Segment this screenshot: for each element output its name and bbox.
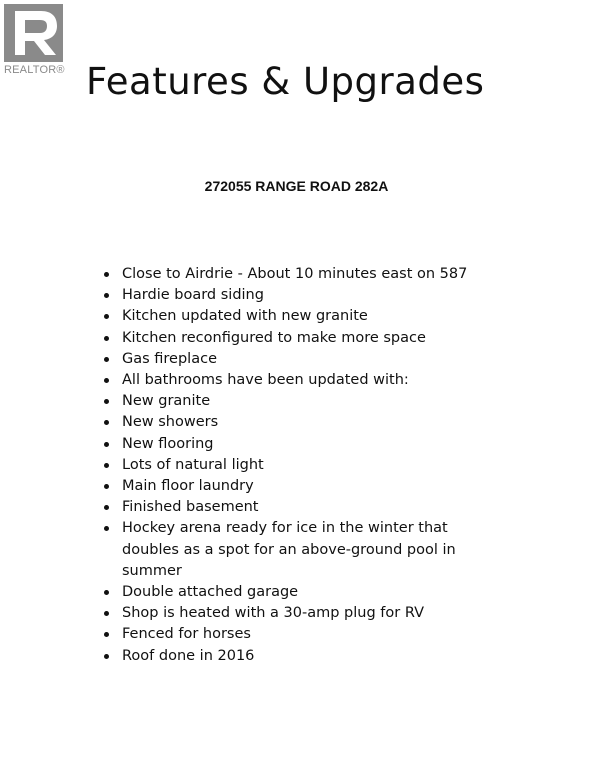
list-item	[104, 582, 484, 603]
features-list	[104, 264, 484, 667]
feature-text: New granite	[122, 393, 211, 410]
bullet-icon	[104, 526, 109, 531]
bullet-icon	[104, 632, 109, 637]
feature-text: Kitchen reconfigured to make more space	[122, 329, 426, 346]
feature-text: Hardie board siding	[122, 287, 264, 304]
feature-text: Fenced for horses	[122, 626, 251, 643]
bullet-icon	[104, 399, 109, 404]
bullet-icon	[104, 484, 109, 489]
list-item	[104, 412, 484, 433]
list-item	[104, 434, 484, 455]
feature-text: Kitchen updated with new granite	[122, 308, 368, 325]
bullet-icon	[104, 378, 109, 383]
feature-text: Double attached garage	[122, 584, 299, 601]
realtor-wordmark: REALTOR®	[4, 64, 65, 76]
list-item	[104, 264, 484, 285]
list-item	[104, 328, 484, 349]
realtor-logo	[4, 4, 70, 76]
list-item	[104, 603, 484, 624]
realtor-r-icon	[4, 4, 63, 62]
feature-text: Shop is heated with a 30-amp plug for RV	[122, 605, 425, 622]
list-item	[104, 455, 484, 476]
list-item	[104, 349, 484, 370]
feature-text: All bathrooms have been updated with:	[122, 372, 409, 389]
bullet-icon	[104, 314, 109, 319]
list-item	[104, 518, 484, 582]
feature-text: New showers	[122, 414, 219, 431]
bullet-icon	[104, 272, 109, 277]
feature-text: Hockey arena ready for ice in the winter that doubles as a spot for an above-ground pool in summer	[122, 520, 456, 579]
list-item	[104, 624, 484, 645]
list-item	[104, 476, 484, 497]
page-title: Features & Upgrades	[86, 60, 485, 103]
list-item	[104, 285, 484, 306]
list-item	[104, 391, 484, 412]
feature-text: Finished basement	[122, 499, 259, 516]
feature-text: New flooring	[122, 435, 214, 452]
bullet-icon	[104, 654, 109, 659]
bullet-icon	[104, 463, 109, 468]
list-item	[104, 646, 484, 667]
feature-text: Roof done in 2016	[122, 647, 255, 664]
list-item	[104, 370, 484, 391]
bullet-icon	[104, 357, 109, 362]
bullet-icon	[104, 505, 109, 510]
feature-text: Gas fireplace	[122, 350, 217, 367]
bullet-icon	[104, 611, 109, 616]
bullet-icon	[104, 293, 109, 298]
bullet-icon	[104, 590, 109, 595]
bullet-icon	[104, 442, 109, 447]
property-address: 272055 RANGE ROAD 282A	[204, 178, 389, 194]
bullet-icon	[104, 336, 109, 341]
feature-text: Lots of natural light	[122, 456, 264, 473]
feature-text: Main floor laundry	[122, 478, 254, 495]
list-item	[104, 497, 484, 518]
feature-text: Close to Airdrie - About 10 minutes east on 587	[122, 266, 468, 282]
bullet-icon	[104, 420, 109, 425]
list-item	[104, 306, 484, 327]
